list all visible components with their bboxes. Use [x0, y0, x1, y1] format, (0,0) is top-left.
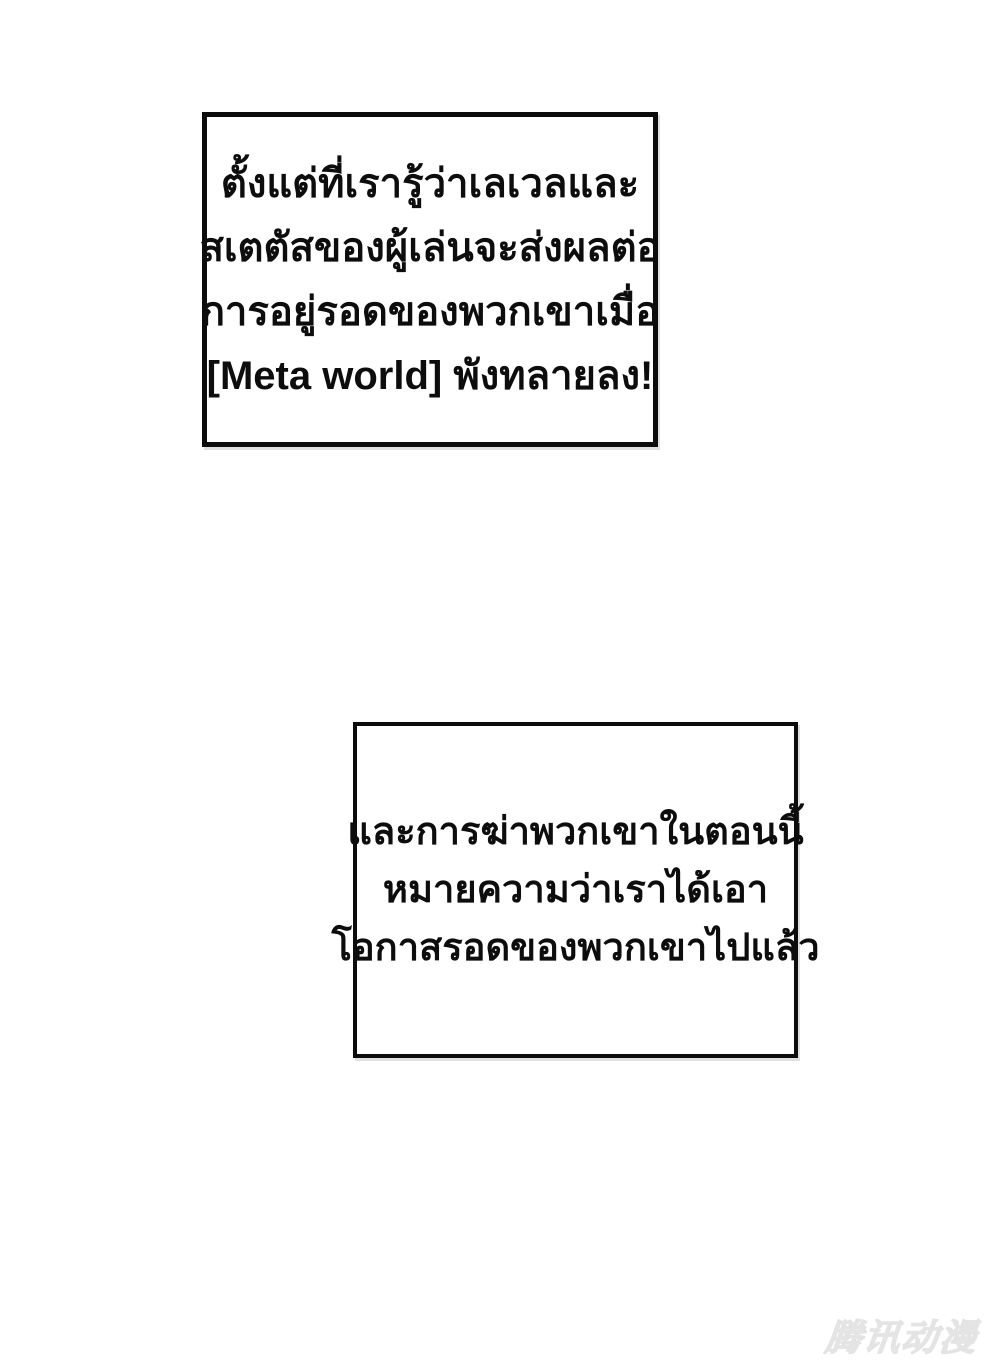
narration-box-1: [199, 112, 661, 447]
narration-box-2: [331, 722, 820, 1058]
narration-1-line-4: [Meta world] พังทลายลง!: [206, 353, 654, 398]
narration-2-line-3: โอกาสรอดของพวกเขาไปแล้ว: [331, 927, 820, 969]
narration-1-line-1: ตั้งแต่ที่เรารู้ว่าเลเวลและ: [220, 161, 640, 206]
publisher-watermark: 腾讯动漫: [823, 1316, 980, 1358]
narration-2-line-2: หมายความว่าเราได้เอา: [382, 869, 769, 911]
narration-2-line-1: และการฆ่าพวกเขาในตอนนี้: [347, 811, 804, 853]
narration-1-line-3: การอยู่รอดของพวกเขาเมื่อ: [200, 289, 660, 334]
narration-1-line-2: สเตตัสของผู้เล่นจะส่งผลต่อ: [199, 225, 661, 270]
